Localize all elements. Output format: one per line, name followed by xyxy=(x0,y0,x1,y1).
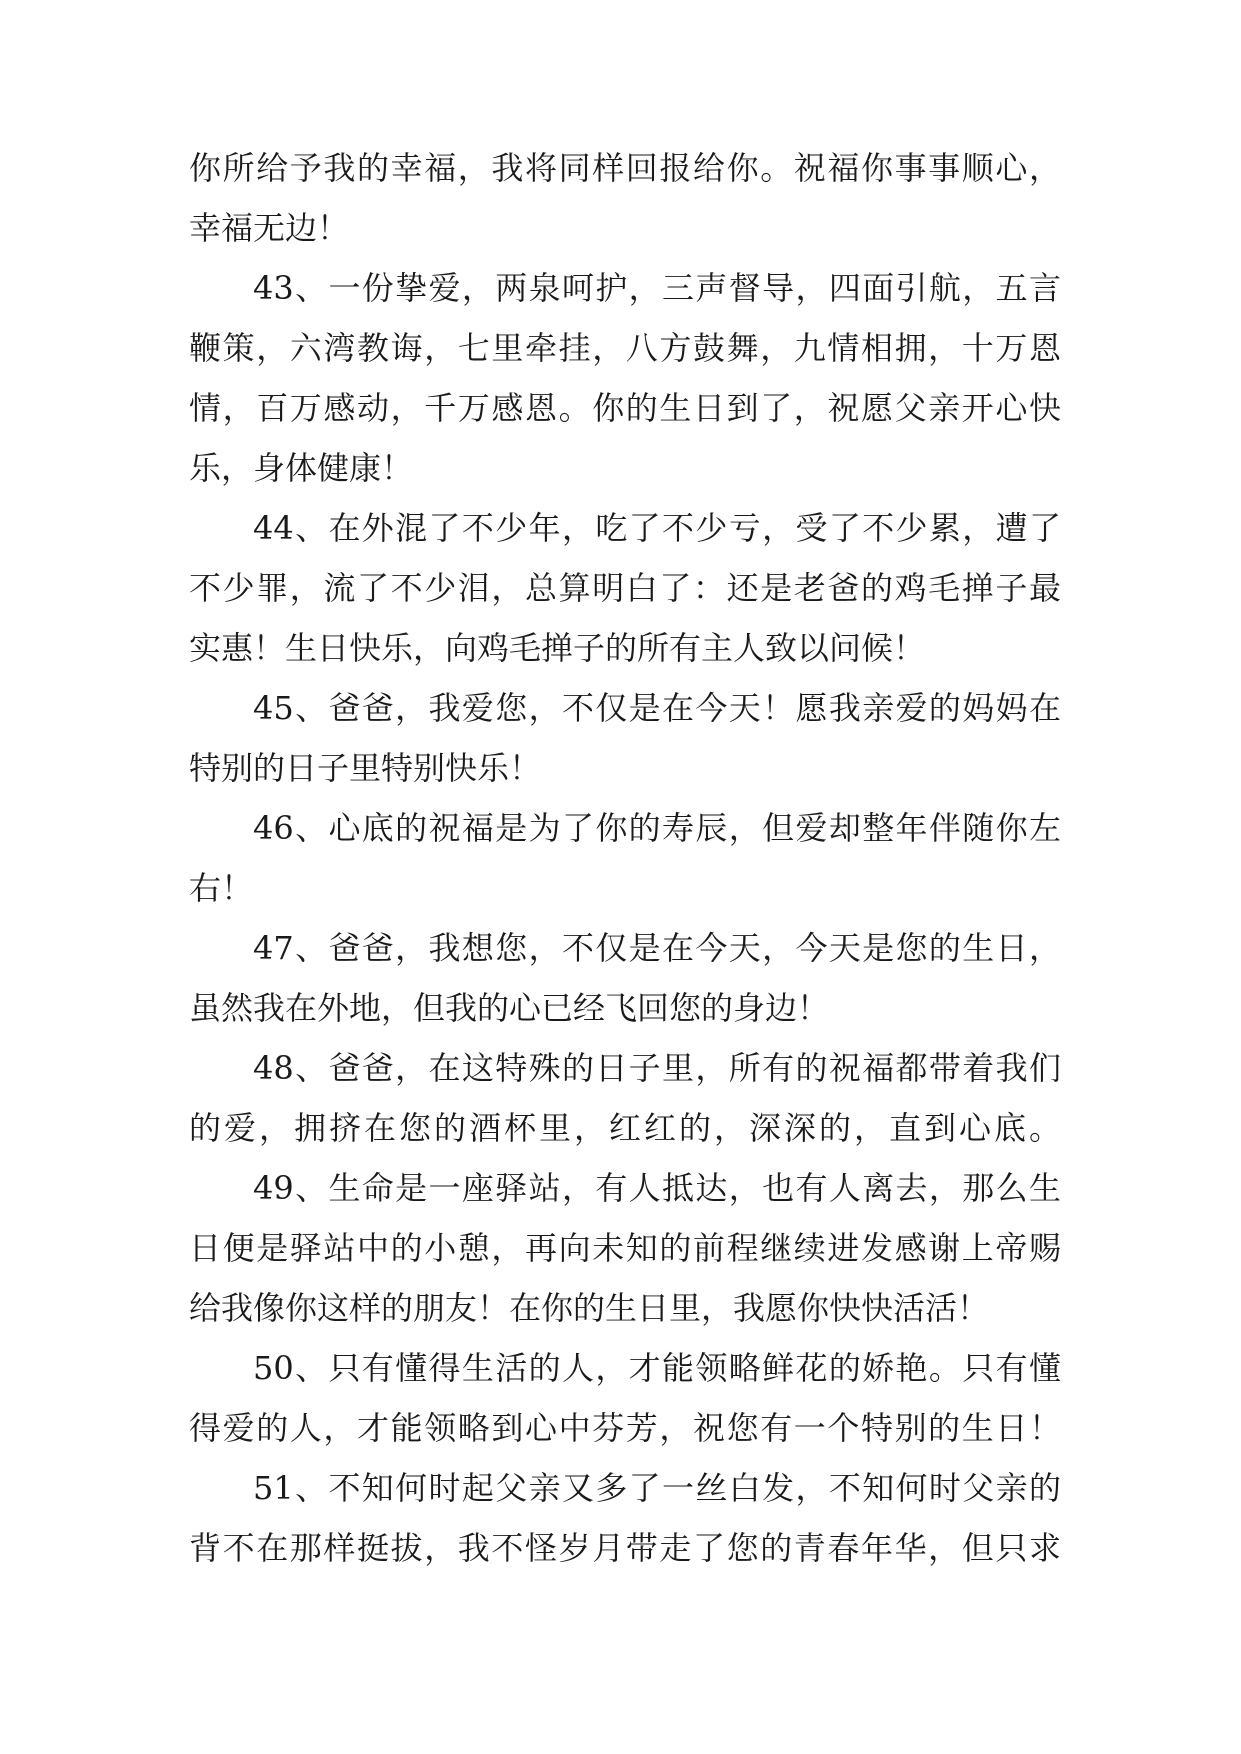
text-line: 日便是驿站中的小憩，再向未知的前程继续进发感谢上帝赐 xyxy=(189,1229,1061,1267)
text-line: 你所给予我的幸福，我将同样回报给你。祝福你事事顺心， xyxy=(189,149,1061,187)
paragraph-43-line: 43、一份挚爱，两泉呵护，三声督导，四面引航，五言 xyxy=(253,269,1061,307)
paragraph-51-line: 51、不知何时起父亲又多了一丝白发，不知何时父亲的 xyxy=(253,1469,1061,1507)
text-line: 虽然我在外地，但我的心已经飞回您的身边！ xyxy=(189,989,830,1027)
text-line: 幸福无边！ xyxy=(189,209,350,247)
text-line: 乐，身体健康！ xyxy=(189,449,414,487)
text-line: 得爱的人，才能领略到心中芬芳，祝您有一个特别的生日！ xyxy=(189,1409,1061,1447)
text-line: 特别的日子里特别快乐！ xyxy=(189,749,542,787)
paragraph-47-line: 47、爸爸，我想您，不仅是在今天，今天是您的生日， xyxy=(253,929,1061,967)
paragraph-49-line: 49、生命是一座驿站，有人抵达，也有人离去，那么生 xyxy=(253,1169,1061,1207)
text-line: 右！ xyxy=(189,869,254,907)
text-line: 背不在那样挺拔，我不怪岁月带走了您的青春年华，但只求 xyxy=(189,1529,1061,1567)
paragraph-48-line: 48、爸爸，在这特殊的日子里，所有的祝福都带着我们 xyxy=(253,1049,1061,1087)
paragraph-46-line: 46、心底的祝福是为了你的寿辰，但爱却整年伴随你左 xyxy=(253,809,1061,847)
text-line: 实惠！生日快乐，向鸡毛掸子的所有主人致以问候！ xyxy=(189,629,926,667)
text-line: 情，百万感动，千万感恩。你的生日到了，祝愿父亲开心快 xyxy=(189,389,1061,427)
paragraph-50-line: 50、只有懂得生活的人，才能领略鲜花的娇艳。只有懂 xyxy=(253,1349,1061,1387)
text-line: 给我像你这样的朋友！在你的生日里，我愿你快快活活！ xyxy=(189,1289,990,1327)
text-line: 不少罪，流了不少泪，总算明白了：还是老爸的鸡毛掸子最 xyxy=(189,569,1061,607)
text-line: 鞭策，六湾教诲，七里牵挂，八方鼓舞，九情相拥，十万恩 xyxy=(189,329,1061,367)
paragraph-44-line: 44、在外混了不少年，吃了不少亏，受了不少累，遭了 xyxy=(253,509,1061,547)
text-line: 的爱，拥挤在您的酒杯里，红红的，深深的，直到心底。 xyxy=(189,1109,1061,1147)
paragraph-45-line: 45、爸爸，我爱您，不仅是在今天！愿我亲爱的妈妈在 xyxy=(253,689,1061,727)
